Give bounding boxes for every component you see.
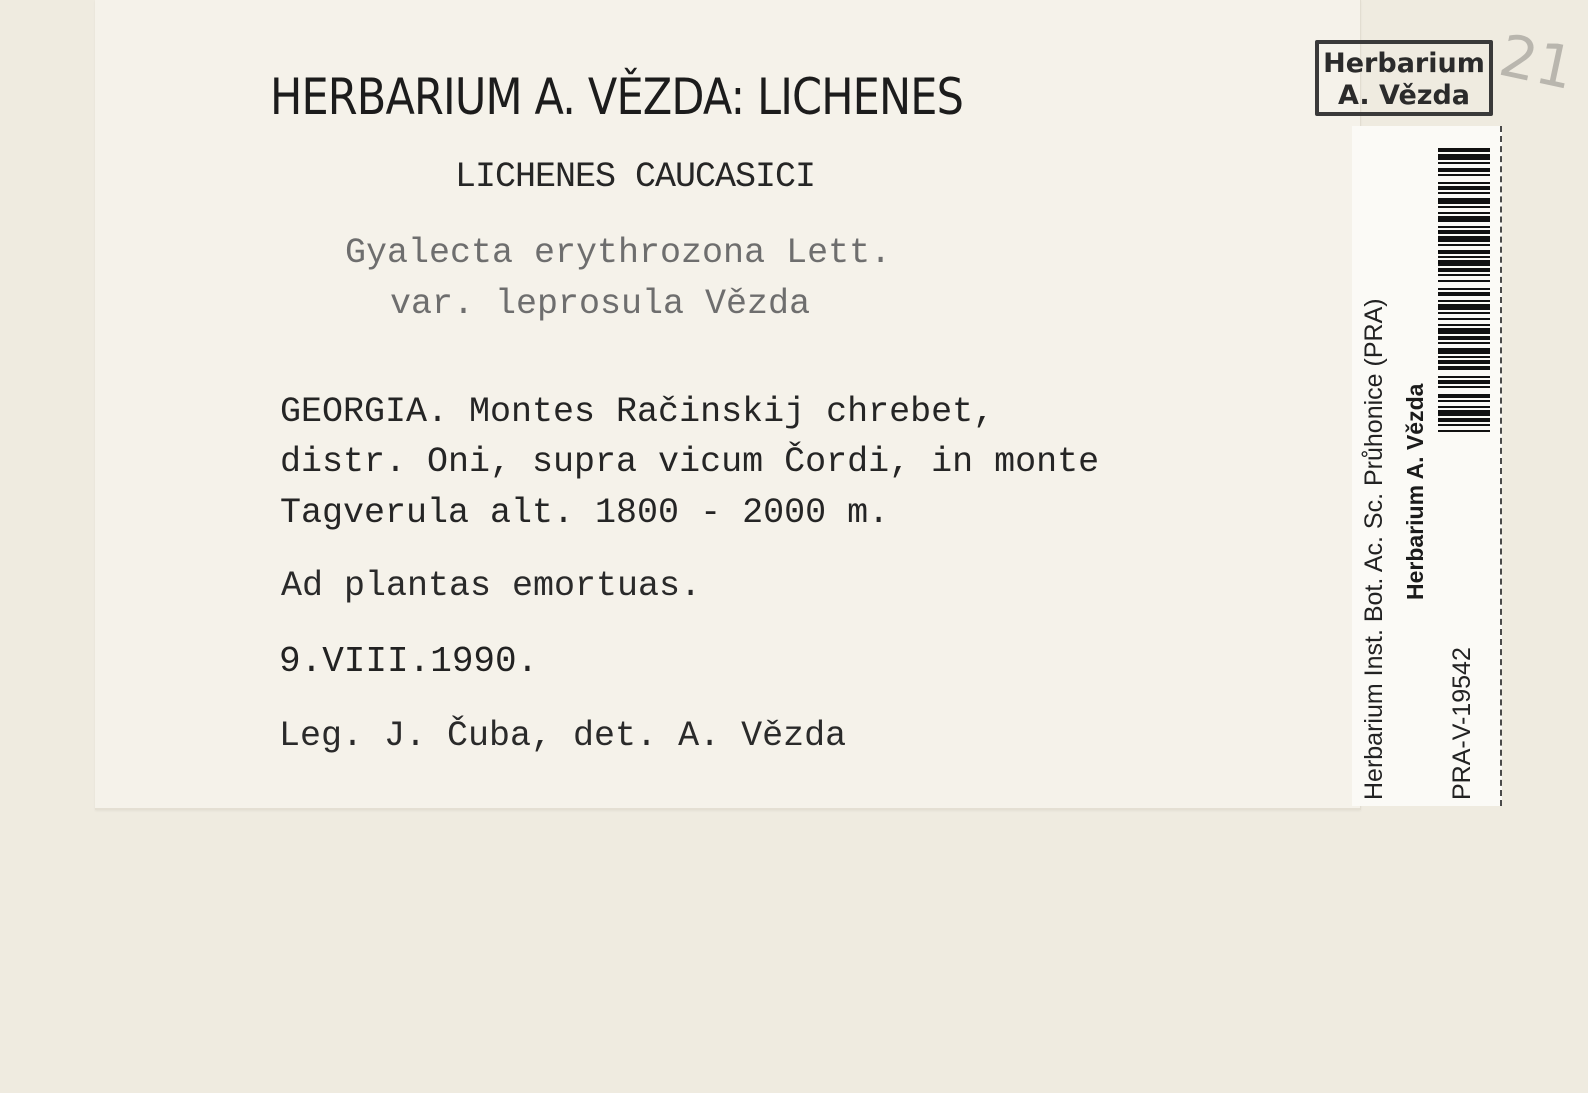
specimen-code: PRA-V-19542 bbox=[1448, 647, 1476, 800]
taxon-variety: var. leprosula Vězda bbox=[390, 284, 811, 324]
herbarium-stamp bbox=[1315, 40, 1493, 116]
locality-line-1: GEORGIA. Montes Račinskij chrebet, bbox=[280, 392, 995, 432]
barcode-icon bbox=[1438, 148, 1490, 552]
stamp-line-1: Herbarium bbox=[1323, 48, 1485, 79]
substrate-text: Ad plantas emortuas. bbox=[281, 566, 702, 606]
locality-line-3: Tagverula alt. 1800 - 2000 m. bbox=[280, 493, 890, 533]
barcode-label bbox=[1352, 126, 1502, 806]
institution-text: Herbarium Inst. Bot. Ac. Sc. Průhonice (PRA) bbox=[1360, 298, 1388, 800]
collection-subtitle: LICHENES CAUCASICI bbox=[455, 157, 816, 197]
collector-determiner: Leg. J. Čuba, det. A. Vězda bbox=[279, 716, 847, 756]
stamp-line-2: A. Vězda bbox=[1337, 80, 1471, 111]
label-title: HERBARIUM A. VĚZDA: LICHENES bbox=[270, 68, 964, 126]
pencil-note: 21 bbox=[1493, 21, 1581, 103]
taxon-name: Gyalecta erythrozona Lett. bbox=[345, 233, 892, 273]
herbarium-name: Herbarium A. Vězda bbox=[1402, 383, 1428, 600]
collection-date: 9.VIII.1990. bbox=[279, 641, 539, 682]
locality-line-2: distr. Oni, supra vicum Čordi, in monte bbox=[280, 442, 1100, 482]
